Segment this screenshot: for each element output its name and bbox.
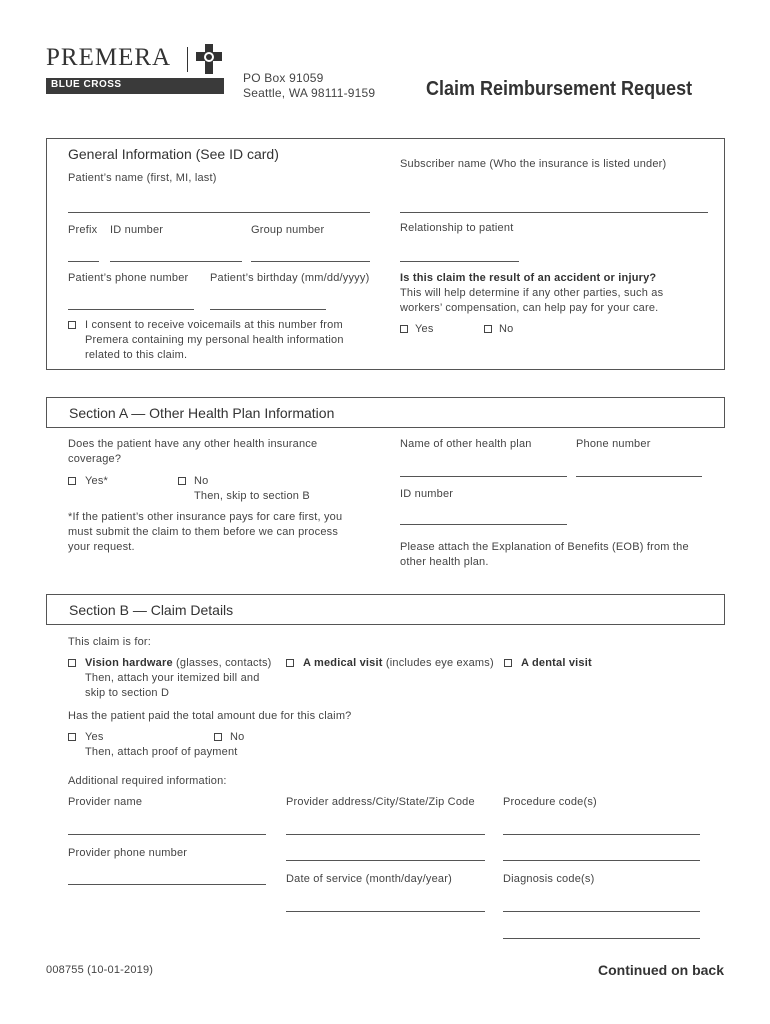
other-coverage-no-checkbox[interactable] — [178, 477, 186, 485]
section-a-header — [46, 397, 725, 428]
paid-question: Has the patient paid the total amount due for this claim? — [68, 710, 352, 722]
relationship-label: Relationship to patient — [400, 222, 514, 234]
paid-no-label: No — [230, 731, 245, 743]
section-b-header — [46, 594, 725, 625]
other-plan-phone-field[interactable] — [576, 476, 702, 477]
subscriber-name-label: Subscriber name (Who the insurance is listed under) — [400, 158, 667, 170]
provider-phone-field[interactable] — [68, 884, 266, 885]
prefix-label: Prefix — [68, 224, 98, 236]
logo-sub: BLUE CROSS — [51, 79, 122, 90]
section-a-title: Section A — Other Health Plan Information — [69, 405, 335, 421]
group-number-field[interactable] — [251, 261, 370, 262]
other-plan-name-field[interactable] — [400, 476, 567, 477]
general-info-title: General Information (See ID card) — [68, 146, 279, 162]
relationship-field[interactable] — [400, 261, 519, 262]
patient-phone-label: Patient’s phone number — [68, 272, 189, 284]
provider-phone-label: Provider phone number — [68, 847, 188, 859]
medical-visit-bold: A medical visit — [303, 657, 383, 669]
logo-blue-cross-bar — [46, 78, 224, 94]
group-number-label: Group number — [251, 224, 325, 236]
provider-name-field[interactable] — [68, 834, 266, 835]
other-plan-id-label: ID number — [400, 488, 454, 500]
provider-address-field-1[interactable] — [286, 834, 485, 835]
other-coverage-footnote: *If the patient’s other insurance pays for care first, you must submit the claim to them before we can process your request. — [68, 511, 343, 553]
vision-hardware-checkbox[interactable] — [68, 659, 76, 667]
medical-visit-label — [303, 656, 494, 671]
patient-name-field[interactable] — [68, 212, 370, 213]
cross-shield-icon — [196, 44, 222, 74]
other-plan-id-field[interactable] — [400, 524, 567, 525]
other-coverage-question: Does the patient have any other health insurance coverage? — [68, 438, 318, 465]
date-of-service-label: Date of service (month/day/year) — [286, 873, 452, 885]
subscriber-name-field[interactable] — [400, 212, 708, 213]
id-number-field[interactable] — [110, 261, 242, 262]
premera-logo — [46, 44, 224, 98]
eob-note: Please attach the Explanation of Benefits (EOB) from the other health plan. — [400, 541, 689, 568]
provider-address-field-2[interactable] — [286, 860, 485, 861]
address-line-1: PO Box 91059 — [243, 71, 324, 85]
id-number-label: ID number — [110, 224, 164, 236]
patient-birthday-label: Patient’s birthday (mm/dd/yyyy) — [210, 272, 370, 284]
dental-visit-checkbox[interactable] — [504, 659, 512, 667]
paid-yes-note: Then, attach proof of payment — [85, 746, 238, 758]
claim-for-label: This claim is for: — [68, 636, 152, 648]
vision-hardware-rest: (glasses, contacts) — [172, 657, 272, 669]
medical-visit-checkbox[interactable] — [286, 659, 294, 667]
accident-no-label: No — [499, 323, 514, 335]
accident-no-checkbox[interactable] — [484, 325, 492, 333]
vision-hardware-bold: Vision hardware — [85, 657, 173, 669]
paid-no-checkbox[interactable] — [214, 733, 222, 741]
paid-yes-label: Yes — [85, 731, 104, 743]
vision-hardware-label — [85, 656, 272, 671]
prefix-field[interactable] — [68, 261, 99, 262]
page-title: Claim Reimbursement Request — [426, 78, 693, 100]
accident-help: This will help determine if any other parties, such as workers’ compensation, can help pay for your care. — [400, 287, 664, 314]
date-of-service-field[interactable] — [286, 911, 485, 912]
section-b-title: Section B — Claim Details — [69, 602, 234, 618]
patient-birthday-field[interactable] — [210, 309, 326, 310]
other-plan-phone-label: Phone number — [576, 438, 651, 450]
procedure-codes-label: Procedure code(s) — [503, 796, 597, 808]
accident-question: Is this claim the result of an accident or injury? — [400, 272, 657, 284]
diagnosis-code-field-2[interactable] — [503, 938, 700, 939]
logo-wordmark: PREMERA — [46, 44, 172, 71]
dental-visit-label: A dental visit — [521, 657, 592, 669]
form-number: 008755 (10-01-2019) — [46, 964, 154, 976]
accident-yes-checkbox[interactable] — [400, 325, 408, 333]
other-coverage-yes-checkbox[interactable] — [68, 477, 76, 485]
diagnosis-code-field-1[interactable] — [503, 911, 700, 912]
logo-divider — [187, 47, 188, 72]
address-line-2: Seattle, WA 98111-9159 — [243, 86, 376, 100]
other-coverage-no-note: Then, skip to section B — [194, 490, 310, 502]
patient-phone-field[interactable] — [68, 309, 194, 310]
diagnosis-codes-label: Diagnosis code(s) — [503, 873, 595, 885]
medical-visit-rest: (includes eye exams) — [382, 657, 494, 669]
patient-name-label: Patient’s name (first, MI, last) — [68, 172, 217, 184]
other-plan-name-label: Name of other health plan — [400, 438, 532, 450]
provider-name-label: Provider name — [68, 796, 143, 808]
procedure-code-field-2[interactable] — [503, 860, 700, 861]
continued-on-back: Continued on back — [598, 962, 724, 978]
consent-checkbox[interactable] — [68, 321, 76, 329]
additional-info-label: Additional required information: — [68, 775, 227, 787]
vision-hardware-note: Then, attach your itemized bill and skip to section D — [85, 672, 260, 699]
consent-text: I consent to receive voicemails at this number from Premera containing my personal health information related to this claim. — [85, 319, 344, 361]
other-coverage-no-label: No — [194, 475, 209, 487]
paid-yes-checkbox[interactable] — [68, 733, 76, 741]
other-coverage-yes-label: Yes* — [85, 475, 109, 487]
accident-yes-label: Yes — [415, 323, 434, 335]
procedure-code-field-1[interactable] — [503, 834, 700, 835]
provider-address-label: Provider address/City/State/Zip Code — [286, 796, 475, 808]
